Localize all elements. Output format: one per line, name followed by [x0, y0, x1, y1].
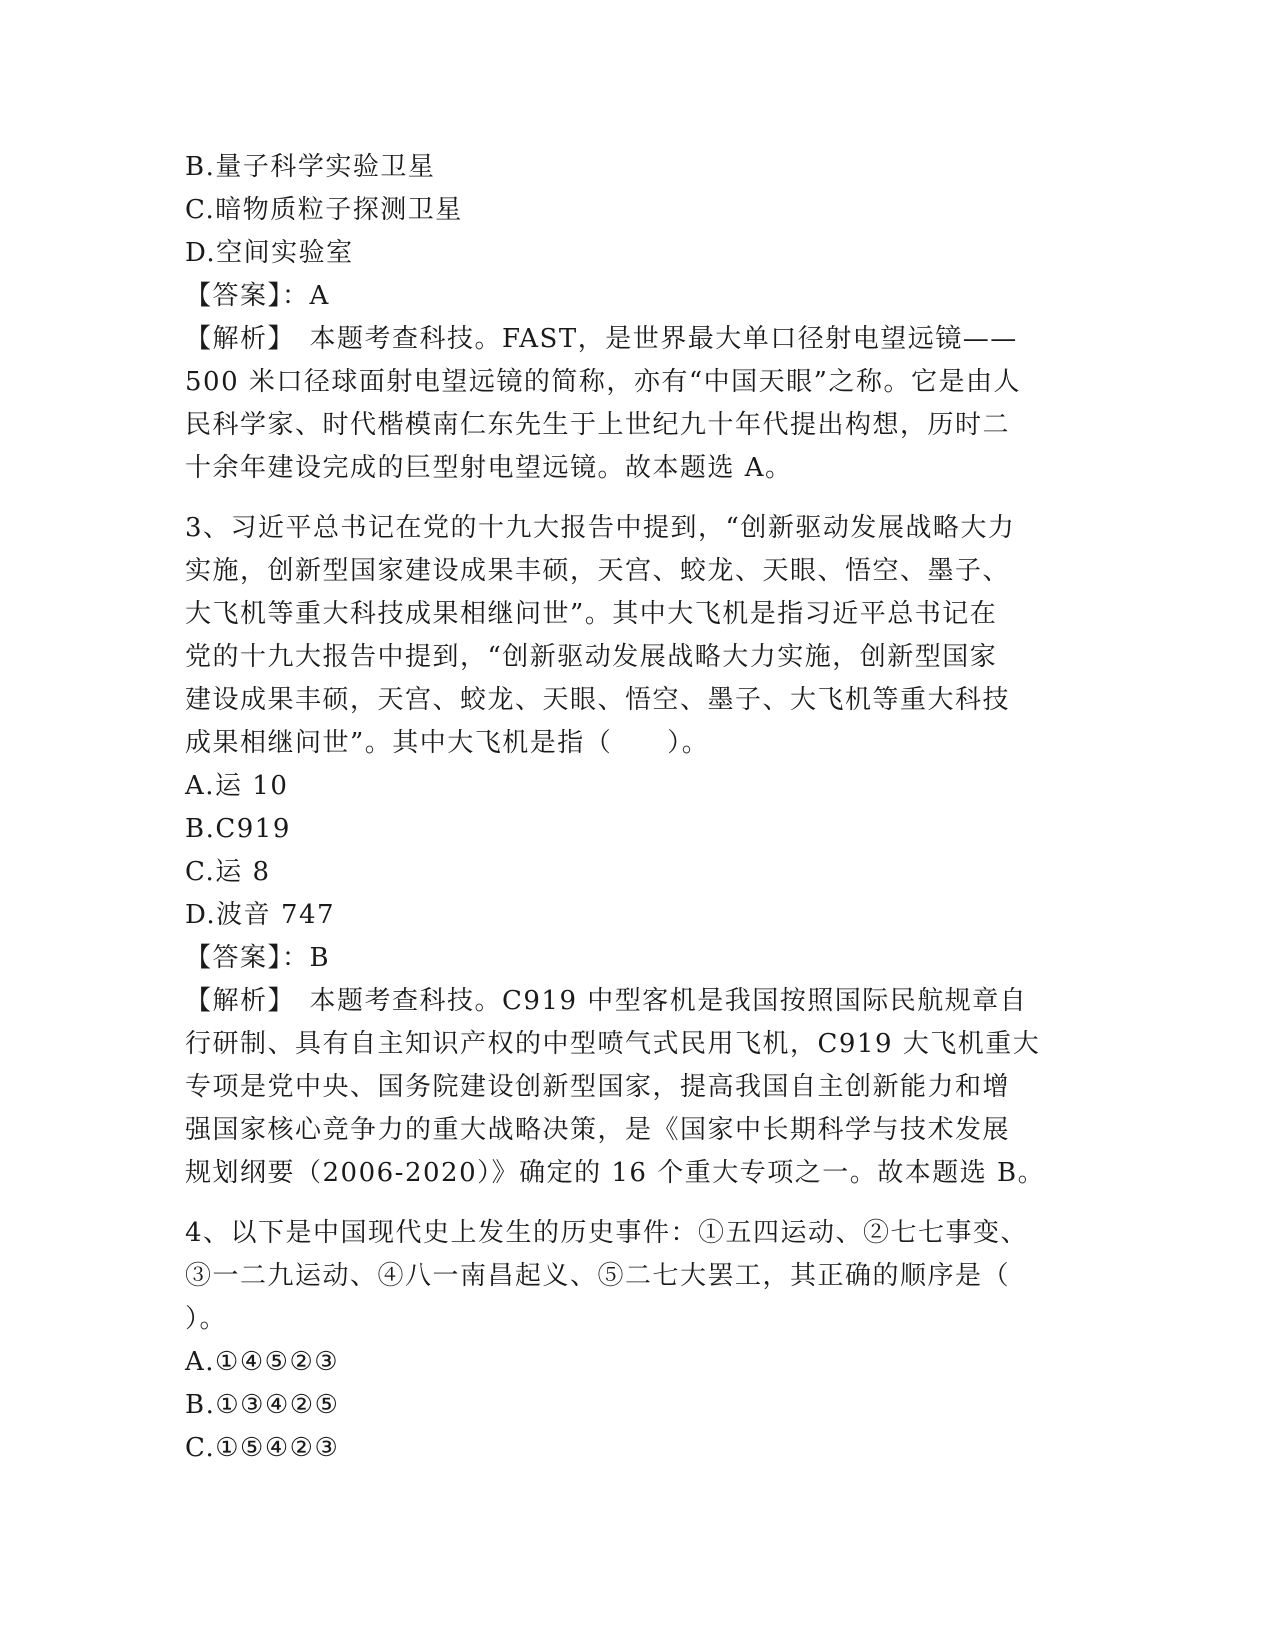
stem-line: 实施，创新型国家建设成果丰硕，天宫、蛟龙、天眼、悟空、墨子、 [185, 556, 1011, 586]
stem-line: 建设成果丰硕，天宫、蛟龙、天眼、悟空、墨子、大飞机等重大科技 [185, 685, 1011, 715]
analysis-line: 规划纲要（2006-2020）》确定的 16 个重大专项之一。故本题选 B。 [185, 1158, 1046, 1188]
stem-line: 党的十九大报告中提到，“创新驱动发展战略大力实施，创新型国家 [185, 642, 998, 672]
question-2-options [185, 146, 1090, 275]
question-4-stem [185, 1212, 1090, 1341]
option-c: C.运 8 [185, 857, 271, 887]
document-page [185, 146, 1090, 1470]
option-b: B.量子科学实验卫星 [185, 152, 436, 182]
option-d: D.空间实验室 [185, 238, 354, 268]
option-a: A.①④⑤②③ [185, 1347, 340, 1377]
analysis-line: 强国家核心竞争力的重大战略决策，是《国家中长期科学与技术发展 [185, 1115, 1011, 1145]
analysis-line: 【解析】 本题考查科技。C919 中型客机是我国按照国际民航规章自 [185, 986, 1028, 1016]
option-d: D.波音 747 [185, 900, 336, 930]
stem-line: ③一二九运动、④八一南昌起义、⑤二七大罢工，其正确的顺序是（ [185, 1261, 1011, 1291]
option-c: C.①⑤④②③ [185, 1433, 340, 1463]
question-3-options [185, 765, 1090, 937]
question-3-answer: 【答案】：B [185, 943, 331, 973]
spacer [185, 490, 1090, 507]
question-2-analysis [185, 318, 1090, 490]
option-b: B.C919 [185, 814, 291, 844]
stem-line: 3、习近平总书记在党的十九大报告中提到，“创新驱动发展战略大力 [185, 513, 1016, 543]
analysis-line: 专项是党中央、国务院建设创新型国家，提高我国自主创新能力和增 [185, 1072, 1011, 1102]
analysis-line: 民科学家、时代楷模南仁东先生于上世纪九十年代提出构想，历时二 [185, 410, 1011, 440]
stem-line: 4、以下是中国现代史上发生的历史事件：①五四运动、②七七事变、 [185, 1218, 1029, 1248]
question-3-analysis [185, 980, 1090, 1195]
question-2-answer: 【答案】：A [185, 281, 330, 311]
analysis-line: 十余年建设完成的巨型射电望远镜。故本题选 A。 [185, 453, 793, 483]
spacer [185, 1195, 1090, 1212]
question-4-options [185, 1341, 1090, 1470]
stem-line: 大飞机等重大科技成果相继问世”。其中大飞机是指习近平总书记在 [185, 599, 998, 629]
option-a: A.运 10 [185, 771, 289, 801]
question-3-stem [185, 507, 1090, 765]
stem-line: ）。 [185, 1304, 228, 1334]
analysis-line: 500 米口径球面射电望远镜的简称，亦有“中国天眼”之称。它是由人 [185, 367, 1021, 397]
analysis-line: 行研制、具有自主知识产权的中型喷气式民用飞机，C919 大飞机重大 [185, 1029, 1041, 1059]
option-c: C.暗物质粒子探测卫星 [185, 195, 463, 225]
analysis-line: 【解析】 本题考查科技。FAST，是世界最大单口径射电望远镜—— [185, 324, 1018, 354]
stem-line: 成果相继问世”。其中大飞机是指（ ）。 [185, 728, 710, 758]
option-b: B.①③④②⑤ [185, 1390, 340, 1420]
